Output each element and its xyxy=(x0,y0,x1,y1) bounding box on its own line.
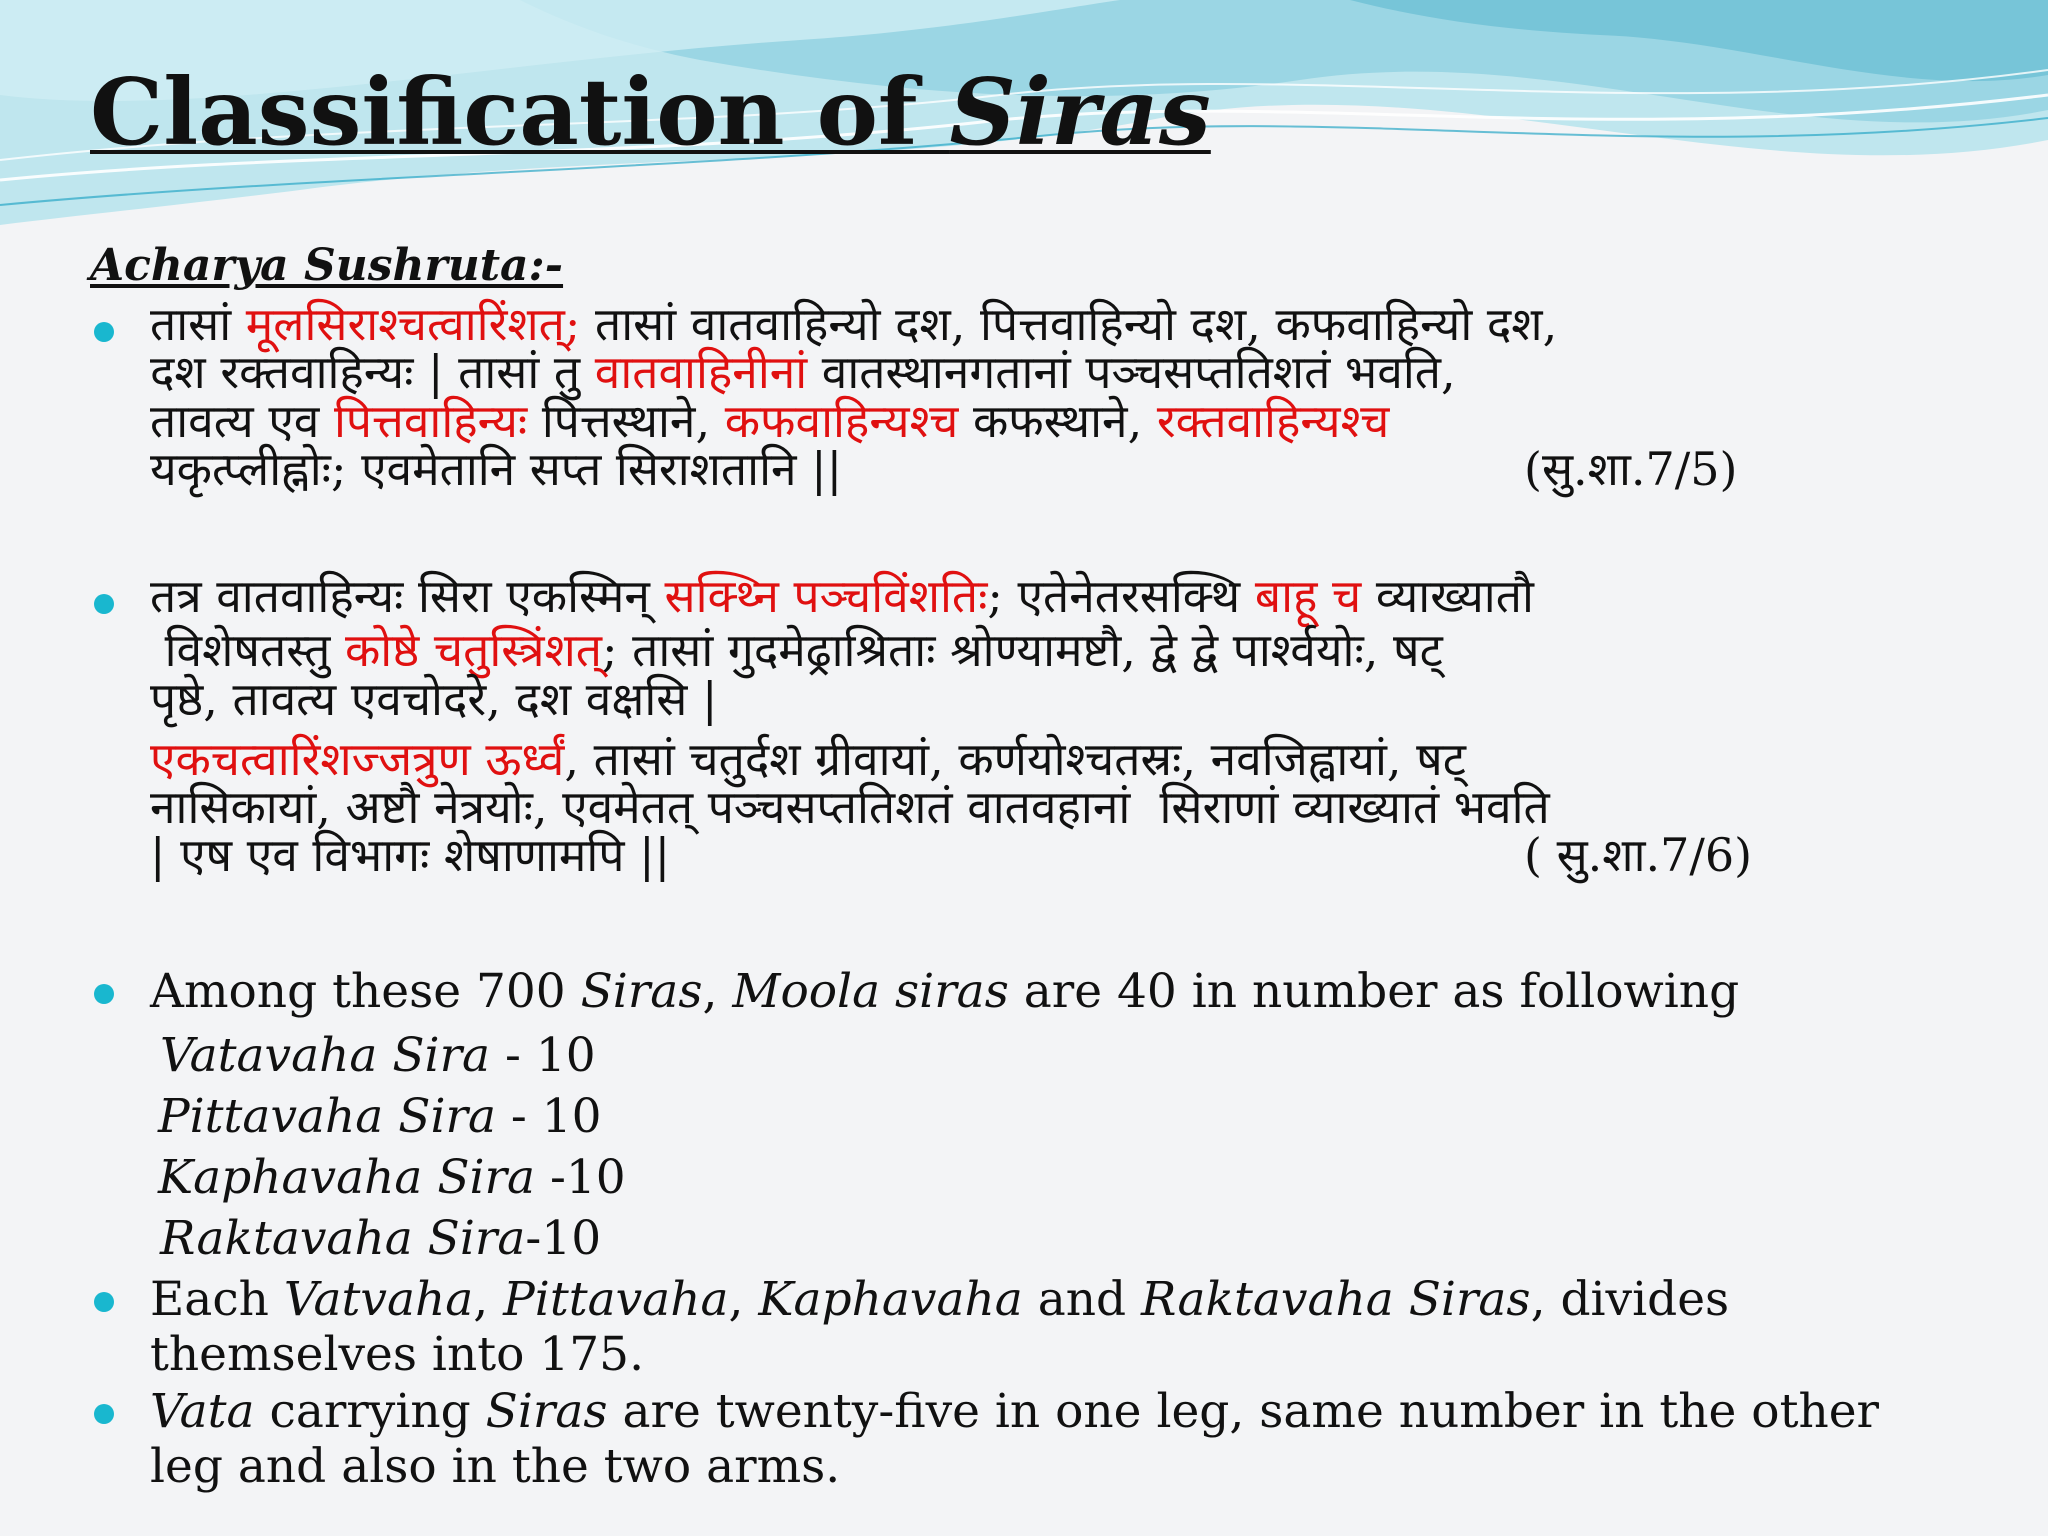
subheading: Acharya Sushruta:- xyxy=(90,240,564,291)
verse2-line1: तत्र वातवाहिन्यः सिरा एकस्मिन् सक्थ्नि पञ्चविंशतिः; एतेनेतरसक्थि बाहू च व्याख्यातौ xyxy=(150,569,1534,623)
sira-count-list xyxy=(160,1025,626,1269)
verse1-line4: यकृत्प्लीह्नोः; एवमेतानि सप्त सिराशतानि || (सु.शा.7/5) xyxy=(150,441,1738,496)
title-italic: Siras xyxy=(949,58,1211,166)
verse2-line4: एकचत्वारिंशज्जत्रुण ऊर्ध्वं, तासां चतुर्दश ग्रीवायां, कर्णयोश्चतस्रः, नवजिह्वायां, षट् xyxy=(150,731,1466,786)
list-item: Kaphavaha Sira -10 xyxy=(158,1150,626,1205)
list-item: Pittavaha Sira - 10 xyxy=(158,1089,602,1144)
bullet-divisions: Each Vatvaha, Pittavaha, Kaphavaha and Raktavaha Siras, divides themselves into 175. xyxy=(150,1272,1950,1383)
verse1-line2: दश रक्तवाहिन्यः | तासां तु वातवाहिनीनां वातस्थानगतानां पञ्चसप्ततिशतं भवति, xyxy=(150,345,1456,400)
sanskrit-verse-1 xyxy=(150,297,1950,496)
verse1-reference: (सु.शा.7/5) xyxy=(1524,441,1738,496)
verse2-reference: ( सु.शा.7/6) xyxy=(1524,828,1753,883)
sanskrit-verse-2 xyxy=(150,569,1950,883)
verse2-line6: | एष एव विभागः शेषाणामपि || ( सु.शा.7/6) xyxy=(150,828,1753,883)
slide-title xyxy=(90,58,1211,166)
list-item: Vatavaha Sira - 10 xyxy=(160,1028,596,1083)
title-main: Classification of xyxy=(90,58,950,166)
bullet-vata-legs: Vata carrying Siras are twenty-five in one leg, same number in the other leg and also in the two arms. xyxy=(150,1384,1950,1495)
verse2-line5: नासिकायां, अष्टौ नेत्रयोः, एवमेतत् पञ्चसप्ततिशतं वातवहानां सिराणां व्याख्यातं भवति xyxy=(150,780,1550,835)
verse2-line2: विशेषतस्तु कोष्ठे चतुस्त्रिंशत्; तासां गुदमेढ्राश्रिताः श्रोण्यामष्टौ, द्वे द्वे पार्श्वयोः, षट् xyxy=(150,623,1443,678)
verse1-line3: तावत्य एव पित्तवाहिन्यः पित्तस्थाने, कफवाहिन्यश्च कफस्थाने, रक्तवाहिन्यश्च xyxy=(150,393,1390,448)
list-item: Raktavaha Sira-10 xyxy=(160,1211,602,1266)
verse2-line3: पृष्ठे, तावत्य एवचोदरे, दश वक्षसि | xyxy=(150,671,718,726)
bullet-moola-siras: Among these 700 Siras, Moola siras are 40 in number as following xyxy=(150,964,1950,1019)
verse1-line1: तासां मूलसिराश्चत्वारिंशत्; तासां वातवाहिन्यो दश, पित्तवाहिन्यो दश, कफवाहिन्यो दश, xyxy=(150,297,1558,351)
